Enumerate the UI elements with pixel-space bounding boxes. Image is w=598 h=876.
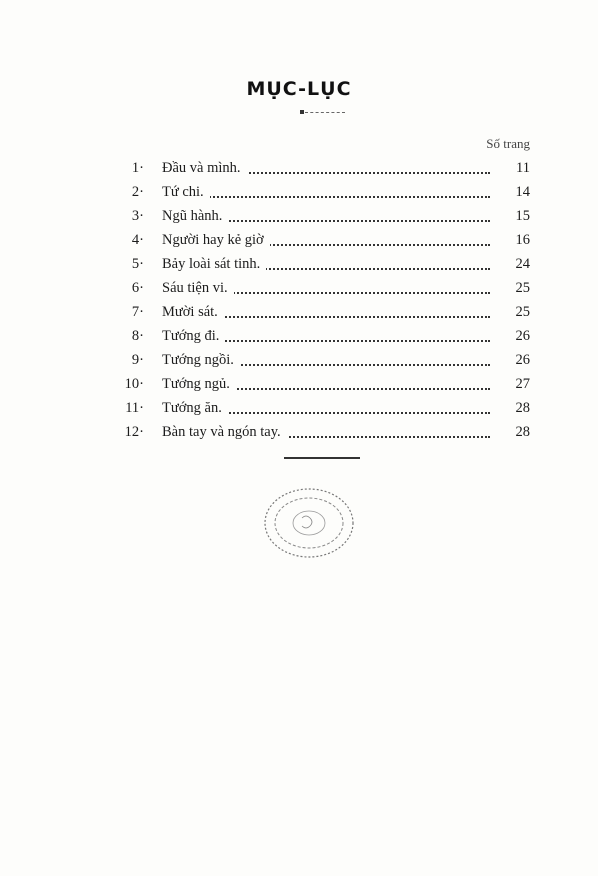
toc-label: Tướng ngủ. — [162, 372, 236, 396]
toc-row[interactable] — [118, 324, 530, 348]
toc-page: 26 — [515, 328, 530, 344]
toc-number: 7· — [131, 304, 144, 320]
toc-row[interactable] — [118, 180, 530, 204]
toc-row[interactable] — [118, 300, 530, 324]
title-underline — [305, 112, 345, 113]
toc-page: 15 — [515, 208, 530, 224]
toc-label: Sáu tiện vi. — [162, 276, 234, 300]
toc-row[interactable] — [118, 276, 530, 300]
toc-label: Bàn tay và ngón tay. — [162, 420, 287, 444]
toc-number: 9· — [131, 352, 144, 368]
title-mark — [300, 110, 304, 114]
end-rule — [284, 457, 360, 459]
toc-number: 8· — [131, 328, 144, 344]
table-of-contents — [118, 156, 530, 444]
toc-row[interactable] — [118, 396, 530, 420]
library-stamp — [262, 486, 356, 560]
page-column-header: Số trang — [486, 136, 530, 151]
toc-page: 11 — [516, 160, 530, 176]
dot-leader — [162, 196, 490, 198]
toc-number: 11· — [125, 400, 144, 416]
toc-label: Tướng ăn. — [162, 396, 228, 420]
toc-row[interactable] — [118, 372, 530, 396]
toc-row[interactable] — [118, 228, 530, 252]
toc-number: 10· — [124, 376, 144, 392]
toc-page: 27 — [515, 376, 530, 392]
toc-page: 16 — [515, 232, 530, 248]
toc-page: 14 — [515, 184, 530, 200]
toc-page: 28 — [515, 400, 530, 416]
toc-number: 6· — [131, 280, 144, 296]
toc-page: 28 — [515, 424, 530, 440]
toc-row[interactable] — [118, 252, 530, 276]
toc-page: 24 — [515, 256, 530, 272]
toc-page: 25 — [515, 280, 530, 296]
toc-number: 2· — [131, 184, 144, 200]
toc-page: 26 — [515, 352, 530, 368]
toc-page: 25 — [515, 304, 530, 320]
toc-label: Ngũ hành. — [162, 204, 228, 228]
toc-label: Tướng ngồi. — [162, 348, 240, 372]
toc-number: 4· — [131, 232, 144, 248]
toc-row[interactable] — [118, 204, 530, 228]
page-title: MỤC-LỤC — [246, 78, 352, 100]
toc-label: Tứ chi. — [162, 180, 210, 204]
toc-row[interactable] — [118, 156, 530, 180]
toc-row[interactable] — [118, 420, 530, 444]
toc-row[interactable] — [118, 348, 530, 372]
toc-label: Tướng đi. — [162, 324, 225, 348]
toc-label: Bảy loài sát tinh. — [162, 252, 266, 276]
toc-label: Đầu và mình. — [162, 156, 247, 180]
toc-number: 1· — [131, 160, 144, 176]
toc-number: 3· — [131, 208, 144, 224]
toc-label: Người hay kẻ giờ — [162, 228, 270, 252]
toc-number: 5· — [131, 256, 144, 272]
toc-number: 12· — [124, 424, 144, 440]
toc-label: Mười sát. — [162, 300, 224, 324]
